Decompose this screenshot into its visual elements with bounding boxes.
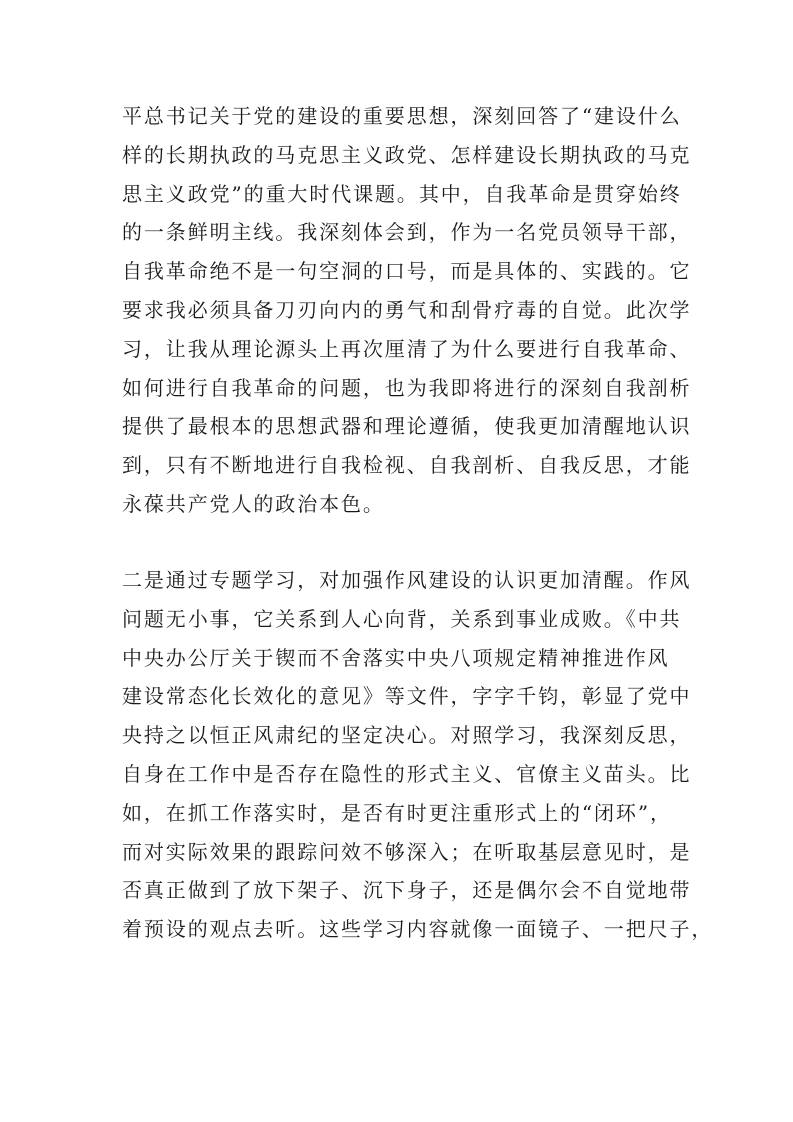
paragraph-line: 样的长期执政的马克思主义政党、怎样建设长期执政的马克 [122,142,692,167]
paragraph-line: 着预设的观点去听。这些学习内容就像一面镜子、一把尺子， [122,917,714,942]
paragraph-1 [122,97,692,524]
paragraph-line: 提供了最根本的思想武器和理论遵循，使我更加清醒地认识 [122,414,692,439]
paragraph-line: 平总书记关于党的建设的重要思想，深刻回答了“建设什么 [122,104,682,128]
paragraph-line: 的一条鲜明主线。我深刻体会到，作为一名党员领导干部， [122,220,692,245]
paragraph-line: 建设常态化长效化的意见》等文件，字字千钧，彰显了党中 [122,684,692,709]
paragraph-line: 二是通过专题学习，对加强作风建设的认识更加清醒。作风 [122,568,692,592]
paragraph-2 [122,561,714,949]
paragraph-line: 中央办公厅关于锲而不舍落实中央八项规定精神推进作风 [122,645,670,670]
paragraph-line: 要求我必须具备刀刃向内的勇气和刮骨疗毒的自觉。此次学 [122,297,692,322]
paragraph-line: 问题无小事，它关系到人心向背，关系到事业成败。《中共 [122,606,682,631]
paragraph-line: 如，在抓工作落实时，是否有时更注重形式上的“闭环”， [122,800,672,825]
paragraph-line: 否真正做到了放下架子、沉下身子，还是偶尔会不自觉地带 [122,878,692,903]
paragraph-line: 央持之以恒正风肃纪的坚定决心。对照学习，我深刻反思， [122,723,692,748]
paragraph-line: 而对实际效果的跟踪问效不够深入；在听取基层意见时，是 [122,839,692,864]
paragraph-line: 永葆共产党人的政治本色。 [122,491,385,516]
paragraph-line: 如何进行自我革命的问题，也为我即将进行的深刻自我剖析 [122,375,692,400]
paragraph-line: 到，只有不断地进行自我检视、自我剖析、自我反思，才能 [122,453,692,478]
paragraph-line: 自我革命绝不是一句空洞的口号，而是具体的、实践的。它 [122,259,692,284]
paragraph-line: 习，让我从理论源头上再次厘清了为什么要进行自我革命、 [122,336,692,361]
paragraph-line: 思主义政党”的重大时代课题。其中，自我革命是贯穿始终 [122,181,682,206]
paragraph-line: 自身在工作中是否存在隐性的形式主义、官僚主义苗头。比 [122,761,692,786]
